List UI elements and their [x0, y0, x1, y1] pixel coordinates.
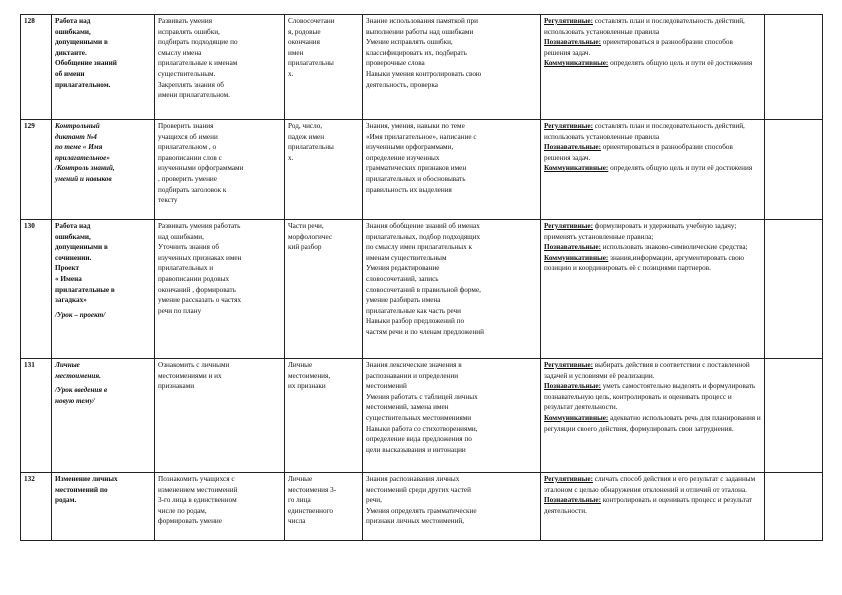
concepts-line: числа	[288, 517, 306, 526]
uud-label: Коммуникативные:	[544, 253, 609, 262]
goals-line: изученных признаках имен	[158, 253, 242, 262]
skills-line: Знания обобщение знаний об именах	[366, 222, 480, 230]
goals-line: учащихся об имени	[158, 132, 218, 141]
skills-line: проверочные слова	[366, 59, 425, 68]
topic-line: родам.	[55, 496, 77, 505]
topic-line: /Урок введения в	[55, 386, 108, 395]
goals-line: Развивать умения работать	[158, 222, 241, 230]
concepts-line: Части речи,	[288, 222, 324, 230]
lesson-number: 130	[21, 220, 52, 359]
topic-line: /Контроль знаний,	[55, 164, 115, 173]
uud-text: уметь самостоятельно выделять и формулировать познавательную цель, контролировать и оценивать процесс и результат деятельности.	[544, 382, 756, 412]
concepts-line: Личные	[288, 475, 313, 483]
uud-item	[544, 253, 761, 274]
subject-skills	[363, 220, 541, 359]
concepts-line: го лица	[288, 496, 311, 505]
topic-line: сочинении.	[55, 253, 92, 262]
uud-text: адекватно использовать речь для планирования и регуляции своего действия, формулировать свои затруднения.	[544, 413, 761, 433]
lesson-topic	[52, 359, 155, 473]
goals-line: подбирать подходящие по	[158, 38, 238, 47]
topic-line: ошибками,	[55, 232, 91, 241]
topic-line: прилагательное»	[55, 153, 110, 162]
uud-label: Познавательные:	[544, 243, 601, 252]
uud-label: Познавательные:	[544, 382, 601, 391]
uud-activities	[541, 220, 765, 359]
skills-line: Знания лексические значения в	[366, 361, 462, 369]
concepts-line: Личные	[288, 361, 313, 369]
skills-line: словосочетаний в правильной форме,	[366, 285, 481, 294]
lesson-number: 131	[21, 359, 52, 473]
uud-item	[544, 163, 761, 174]
skills-line: признаки личных местоимений,	[366, 517, 465, 526]
subject-skills	[363, 15, 541, 120]
goals-line: правописании слов с	[158, 153, 222, 162]
subject-skills	[363, 120, 541, 220]
table-row	[21, 359, 823, 473]
skills-line: Знание использования памяткой при	[366, 17, 478, 25]
concepts-line: имен	[288, 48, 304, 57]
uud-activities	[541, 473, 765, 541]
uud-label: Познавательные:	[544, 38, 601, 47]
topic-line: Обобщение знаний	[55, 59, 117, 68]
topic-line: по теме « Имя	[55, 143, 103, 152]
skills-line: частям речи и по членам предложений	[366, 327, 485, 336]
empty-notes-cell	[765, 473, 823, 541]
concepts-line: местоимения 3-	[288, 485, 337, 494]
uud-label: Коммуникативные:	[544, 164, 609, 173]
uud-label: Познавательные:	[544, 496, 601, 505]
skills-line: изученными орфограммами,	[366, 143, 454, 152]
topic-line: местоимений по	[55, 485, 108, 494]
topic-line: /Урок – проект/	[55, 310, 106, 319]
goals-line: прилагательном , о	[158, 143, 217, 152]
goals-line: формировать умение	[158, 517, 222, 526]
uud-text: контролировать и оценивать процесс и результат деятельности.	[544, 496, 753, 515]
skills-line: Умения работать с таблицей личных	[366, 392, 478, 401]
uud-text: определять общую цель и пути её достижения	[608, 164, 753, 173]
uud-activities	[541, 120, 765, 220]
uud-item	[544, 142, 761, 163]
uud-item	[544, 360, 761, 381]
skills-line: прилагательных и обосновывать	[366, 174, 466, 183]
uud-item	[544, 242, 761, 253]
empty-notes-cell	[765, 15, 823, 120]
goals-line: исправлять ошибки,	[158, 27, 220, 36]
key-concepts	[285, 473, 363, 541]
concepts-line: кий разбор	[288, 243, 322, 252]
empty-notes-cell	[765, 359, 823, 473]
skills-line: выполнении работы над ошибками	[366, 27, 474, 36]
key-concepts	[285, 359, 363, 473]
uud-item	[544, 381, 761, 413]
key-concepts	[285, 120, 363, 220]
topic-line: ошибками,	[55, 27, 91, 36]
skills-line: именам существительным	[366, 253, 447, 262]
skills-line: деятельность, проверка	[366, 80, 438, 89]
concepts-line: падеж имен	[288, 132, 325, 141]
topic-line: Изменение личных	[55, 475, 118, 483]
lesson-topic	[52, 120, 155, 220]
skills-line: определение вида предложения по	[366, 435, 472, 444]
goals-line: над ошибками,	[158, 232, 204, 241]
uud-item	[544, 58, 761, 69]
concepts-line: прилагательны	[288, 143, 334, 152]
key-concepts	[285, 15, 363, 120]
uud-activities	[541, 15, 765, 120]
uud-item	[544, 221, 761, 242]
table-row	[21, 473, 823, 541]
goals-line: признаками	[158, 382, 195, 391]
goals-line: прилагательные к именам	[158, 59, 238, 68]
concepts-line: я, родовые	[288, 27, 321, 36]
uud-label: Регулятивные:	[544, 361, 593, 369]
goals-line: местоимениями и их	[158, 371, 222, 380]
skills-line: Навыки разбор предложений по	[366, 317, 465, 326]
skills-line: цели высказывания и интонации	[366, 445, 466, 454]
goals-line: смыслу имена	[158, 48, 202, 57]
goals-line: изменением местоимений	[158, 485, 238, 494]
skills-line: прилагательных, подбор подходящих	[366, 232, 481, 241]
goals-line: числе по родам,	[158, 506, 207, 515]
skills-line: словосочетаний, запись	[366, 274, 439, 283]
uud-item	[544, 16, 761, 37]
uud-text: ориентироваться в разнообразии способов решения задач.	[544, 143, 733, 162]
skills-line: Умения редактирование	[366, 264, 440, 273]
goals-line: 3-го лица в единственном	[158, 496, 237, 505]
uud-label: Регулятивные:	[544, 475, 593, 483]
uud-text: составлять план и последовательность действий, использовать установленные правила	[544, 17, 745, 36]
uud-item	[544, 474, 761, 495]
topic-line: диктанте.	[55, 48, 87, 57]
uud-text: выбирать действия в соответствии с поставленной задачей и условиями её реализации.	[544, 361, 750, 380]
uud-label: Регулятивные:	[544, 222, 593, 230]
topic-line: умений и навыков	[55, 174, 112, 183]
topic-line: диктант №4	[55, 132, 97, 141]
topic-line: новую тему/	[55, 396, 95, 405]
concepts-line: их признаки	[288, 382, 326, 391]
uud-label: Коммуникативные:	[544, 413, 609, 422]
goals-line: окончаний , формировать	[158, 285, 236, 294]
lesson-goals	[155, 220, 285, 359]
topic-line: об имени	[55, 69, 85, 78]
skills-line: «Имя прилагательное», написание с	[366, 132, 477, 141]
concepts-line: единственного	[288, 506, 333, 515]
uud-item	[544, 413, 761, 434]
skills-line: Умения определять грамматические	[366, 506, 477, 515]
goals-line: Развивать умения	[158, 17, 213, 25]
concepts-line: окончания	[288, 38, 320, 47]
concepts-line: х.	[288, 69, 294, 78]
skills-line: Умение исправлять ошибки,	[366, 38, 453, 47]
skills-line: грамматических признаков имен	[366, 164, 467, 173]
lesson-goals	[155, 120, 285, 220]
topic-line: прилагательном.	[55, 80, 111, 89]
concepts-line: х.	[288, 153, 294, 162]
goals-line: правописании родовых	[158, 274, 230, 283]
topic-line: загадках»	[55, 296, 87, 305]
topic-line: Работа над	[55, 17, 91, 25]
lesson-goals	[155, 15, 285, 120]
table-row	[21, 220, 823, 359]
topic-line: Контрольный	[55, 122, 100, 130]
goals-line: Ознакомить с личными	[158, 361, 230, 369]
topic-line: Работа над	[55, 222, 91, 230]
lesson-topic	[52, 15, 155, 120]
skills-line: речи,	[366, 496, 382, 505]
topic-line: Личные	[55, 361, 80, 369]
lesson-topic	[52, 220, 155, 359]
skills-line: местоимений среди других частей	[366, 485, 471, 494]
goals-line: Уточнить знания об	[158, 243, 219, 252]
table-row	[21, 15, 823, 120]
skills-line: местоимений, замена имен	[366, 403, 449, 412]
topic-line: местоимения.	[55, 371, 101, 380]
topic-line: допущенными в	[55, 38, 108, 47]
uud-item	[544, 121, 761, 142]
uud-text: сличать способ действия и его результат с заданным эталоном с целью обнаружения отклонений и отличий от эталона.	[544, 475, 756, 494]
goals-line: изученными орфограммами	[158, 164, 244, 173]
goals-line: подбирать заголовок к	[158, 185, 227, 194]
skills-line: классифицировать их, подбирать	[366, 48, 467, 57]
concepts-line: местоимения,	[288, 371, 331, 380]
goals-line: Познакомить учащихся с	[158, 475, 235, 483]
goals-line: тексту	[158, 196, 178, 205]
empty-notes-cell	[765, 220, 823, 359]
skills-line: прилагательные как часть речи	[366, 306, 462, 315]
concepts-line: прилагательны	[288, 59, 334, 68]
goals-line: существительным.	[158, 69, 216, 78]
topic-line: прилагательные в	[55, 285, 115, 294]
lesson-topic	[52, 473, 155, 541]
uud-text: ориентироваться в разнообразии способов решения задач.	[544, 38, 733, 57]
skills-line: Знания распознавания личных	[366, 475, 460, 483]
subject-skills	[363, 473, 541, 541]
empty-notes-cell	[765, 120, 823, 220]
goals-line: умение рассказать о частях	[158, 296, 242, 305]
uud-item	[544, 495, 761, 516]
lesson-number: 129	[21, 120, 52, 220]
uud-text: использовать знаково-символические средства;	[601, 243, 748, 252]
skills-line: умение разбирать имена	[366, 296, 441, 305]
goals-line: Закреплять знания об	[158, 80, 224, 89]
skills-line: распознавании и определении	[366, 371, 459, 380]
table-row	[21, 120, 823, 220]
lesson-number: 132	[21, 473, 52, 541]
uud-item	[544, 37, 761, 58]
skills-line: по смыслу имен прилагательных к	[366, 243, 472, 252]
uud-label: Регулятивные:	[544, 122, 593, 130]
uud-label: Коммуникативные:	[544, 59, 609, 68]
skills-line: Навыки работа со стихотворениями,	[366, 424, 478, 433]
uud-activities	[541, 359, 765, 473]
goals-line: , проверить умение	[158, 174, 217, 183]
uud-label: Познавательные:	[544, 143, 601, 152]
goals-line: имени прилагательном.	[158, 91, 230, 100]
subject-skills	[363, 359, 541, 473]
skills-line: Навыки умения контролировать свою	[366, 69, 482, 78]
topic-line: « Имена	[55, 274, 82, 283]
concepts-line: Род, число,	[288, 122, 323, 130]
concepts-line: Словосочетани	[288, 17, 335, 25]
skills-line: местоимений	[366, 382, 407, 391]
concepts-line: морфологичес	[288, 232, 333, 241]
uud-text: составлять план и последовательность действий, использовать установленные правила	[544, 122, 745, 141]
skills-line: определение изученных	[366, 153, 440, 162]
key-concepts	[285, 220, 363, 359]
lesson-goals	[155, 359, 285, 473]
uud-text: формулировать и удерживать учебную задачу; применять установленные правила;	[544, 222, 737, 241]
goals-line: Проверить знания	[158, 122, 214, 130]
goals-line: речи по плану	[158, 306, 202, 315]
topic-line: Проект	[55, 264, 80, 273]
uud-label: Регулятивные:	[544, 17, 593, 25]
lesson-plan-table	[20, 14, 823, 541]
goals-line: прилагательных и	[158, 264, 214, 273]
skills-line: существительных местоимениями	[366, 413, 472, 422]
uud-text: определять общую цель и пути её достижения	[608, 59, 753, 68]
uud-text: знания,информации, аргументировать свою позицию и координировать её с позициями партнеров.	[544, 253, 745, 273]
skills-line: Знания, умения, навыки по теме	[366, 122, 465, 130]
lesson-number: 128	[21, 15, 52, 120]
topic-line: допущенными в	[55, 243, 108, 252]
skills-line: правильность их выделения	[366, 185, 452, 194]
lesson-goals	[155, 473, 285, 541]
